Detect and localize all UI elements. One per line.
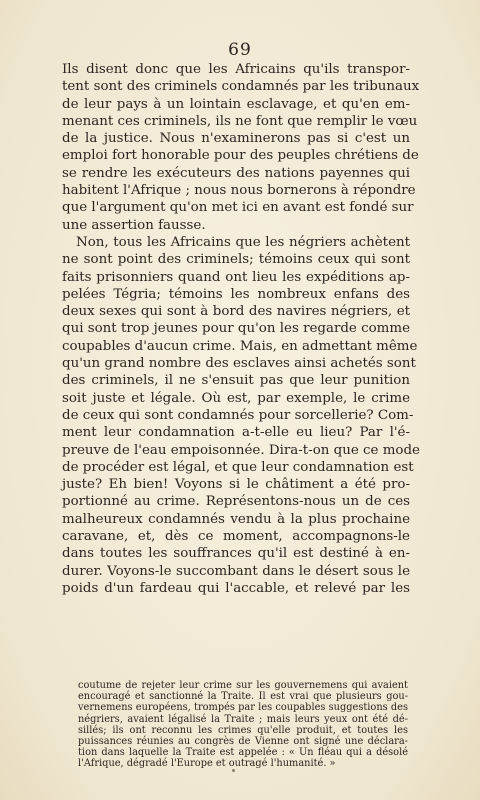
- body-line: portionné au crime. Représentons-nous un de ces: [62, 494, 410, 510]
- body-line: durer. Voyons-le succombant dans le désert sous le: [62, 563, 410, 579]
- body-line: menant ces criminels, ils ne font que remplir le vœu: [62, 113, 418, 129]
- body-line: de procéder est légal, et que leur condamnation est: [62, 459, 414, 475]
- body-line: coupables d'aucun crime. Mais, en admettant même: [62, 338, 418, 354]
- body-line: Non, tous les Africains que les négriers achètent: [76, 234, 410, 250]
- body-line: malheureux condamnés vendu à la plus prochaine: [62, 511, 410, 527]
- body-line: ment leur condamnation a-t-elle eu lieu? Par l'é-: [62, 425, 410, 441]
- footnote-line: vernemens européens, trompés par les coupables suggestions des: [78, 702, 408, 714]
- body-line: faits prisonniers quand ont lieu les expéditions ap-: [62, 269, 410, 285]
- paper-speck: [232, 769, 235, 772]
- footnote: [78, 680, 408, 770]
- footnote-line: l'Afrique, dégradé l'Europe et outragé l'humanité. »: [78, 758, 336, 770]
- body-line: Ils disent donc que les Africains qu'ils transpor-: [62, 62, 410, 77]
- body-line: dans toutes les souffrances qu'il est destiné à en-: [62, 546, 410, 562]
- body-text: [62, 61, 420, 597]
- page-number: 69: [228, 40, 252, 60]
- body-line: de la justice. Nous n'examinerons pas si c'est un: [62, 131, 410, 147]
- body-line: de ceux qui sont condamnés pour sorcellerie? Com-: [62, 407, 414, 423]
- body-line: des criminels, il ne s'ensuit pas que leur punition: [62, 373, 410, 389]
- body-line: caravane, et, dès ce moment, accompagnons-le: [62, 529, 410, 545]
- body-line: emploi fort honorable pour des peuples chrétiens de: [62, 148, 419, 164]
- footnote-line: sillés; ils ont reconnu les crimes qu'elle produit, et toutes les: [78, 724, 408, 736]
- body-line: juste? Eh bien! Voyons si le châtiment a été pro-: [62, 477, 410, 493]
- body-line: pelées Tégria; témoins les nombreux enfans des: [62, 286, 410, 302]
- footnote-line: encouragé et sanctionné la Traite. Il est vrai que plusieurs gou-: [78, 691, 408, 703]
- body-line: soit juste et légale. Où est, par exemple, le crime: [62, 390, 410, 406]
- body-line: que l'argument qu'on met ici en avant est fondé sur: [62, 200, 414, 216]
- body-line: de leur pays à un lointain esclavage, et qu'en em-: [62, 96, 410, 112]
- footnote-line: négriers, avaient légalisé la Traite ; mais leurs yeux ont été dé-: [78, 713, 408, 725]
- body-line: se rendre les exécuteurs des nations payennes qui: [62, 165, 410, 181]
- body-line: qu'un grand nombre des esclaves ainsi achetés sont: [62, 356, 416, 372]
- body-line: qui sont trop jeunes pour qu'on les regarde comme: [62, 321, 410, 337]
- footnote-line: puissances réunies au congrès de Vienne ont signé une déclara-: [78, 736, 408, 748]
- body-line: deux sexes qui sont à bord des navires négriers, et: [62, 304, 410, 320]
- body-line: ne sont point des criminels; témoins ceux qui sont: [62, 252, 410, 268]
- body-line: preuve de l'eau empoisonnée. Dira-t-on que ce mode: [62, 442, 420, 458]
- footnote-line: tion dans laquelle la Traite est appelée : « Un fléau qui a désolé: [78, 747, 408, 759]
- footnote-line: coutume de rejeter leur crime sur les gouvernemens qui avaient: [78, 680, 408, 691]
- body-line: poids d'un fardeau qui l'accable, et relevé par les: [62, 580, 410, 596]
- body-line: une assertion fausse.: [62, 217, 206, 233]
- body-line: tent sont des criminels condamnés par les tribunaux: [62, 79, 420, 95]
- body-line: habitent l'Afrique ; nous nous bornerons à répondre: [62, 183, 416, 199]
